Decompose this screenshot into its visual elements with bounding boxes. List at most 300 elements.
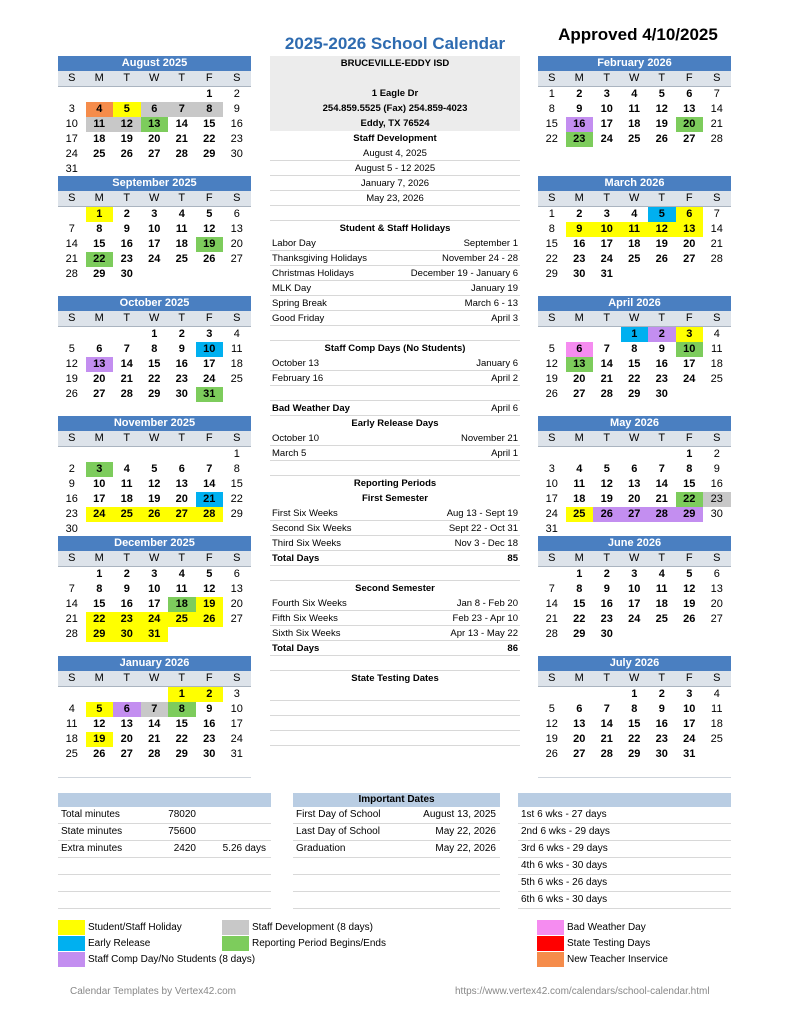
- day-cell: 9: [603, 583, 610, 595]
- day-cell: 28: [120, 388, 133, 400]
- day-cell: 6: [96, 343, 103, 355]
- weekday-label: M: [86, 71, 114, 86]
- day-cell: 12: [203, 223, 216, 235]
- legend-swatch: [537, 952, 564, 967]
- day-cell: 23: [655, 733, 668, 745]
- day-cell: 20: [683, 238, 696, 250]
- day-cell: 29: [175, 748, 188, 760]
- day-cell: 1: [206, 88, 213, 100]
- day-cell: 16: [566, 117, 594, 132]
- day-cell: [141, 162, 169, 177]
- info-label: Fourth Six Weeks: [272, 598, 347, 609]
- info-value: April 6: [491, 403, 518, 414]
- day-cell: [58, 567, 86, 582]
- day-cell: 24: [600, 253, 613, 265]
- footer-url[interactable]: https://www.vertex42.com/calendars/school-calendar.html: [455, 986, 710, 997]
- day-cell: 16: [710, 478, 723, 490]
- day-cell: 14: [545, 598, 558, 610]
- day-cell: [621, 402, 649, 417]
- day-cell: [621, 147, 649, 162]
- day-cell: 1: [233, 448, 240, 460]
- info-value: September 1: [463, 238, 518, 249]
- day-cell: 17: [93, 493, 106, 505]
- weekday-label: S: [703, 191, 731, 206]
- day-cell: 31: [545, 523, 558, 535]
- legend-swatch: [58, 920, 85, 935]
- day-cell: 27: [683, 253, 696, 265]
- day-cell: 7: [713, 88, 720, 100]
- day-cell: [141, 642, 169, 657]
- day-cell: 26: [593, 507, 621, 522]
- day-cell: [141, 87, 169, 102]
- info-row: [270, 251, 520, 266]
- day-cell: [86, 642, 114, 657]
- day-cell: 3: [631, 568, 638, 580]
- weekday-label: T: [593, 311, 621, 326]
- day-cell: 30: [710, 508, 723, 520]
- weekday-label: M: [566, 671, 594, 686]
- six-weeks-row: 1st 6 wks - 27 days: [518, 807, 731, 824]
- district-city: Eddy, TX 76524: [360, 118, 430, 129]
- day-cell: 11: [175, 583, 188, 595]
- day-cell: 17: [148, 598, 161, 610]
- day-cell: 4: [86, 102, 114, 117]
- day-cell: 25: [628, 253, 641, 265]
- day-cell: [538, 447, 566, 462]
- day-cell: 22: [676, 492, 704, 507]
- weekday-label: M: [86, 551, 114, 566]
- week-row: [58, 117, 251, 132]
- week-row: [58, 357, 251, 372]
- minutes-row: [58, 807, 271, 824]
- week-row: [538, 582, 731, 597]
- weekday-label: W: [621, 191, 649, 206]
- page-title: 2025-2026 School Calendar: [284, 34, 506, 53]
- day-cell: 12: [600, 478, 613, 490]
- day-cell: 30: [655, 388, 668, 400]
- legend-item: [222, 919, 373, 935]
- weekday-row: [58, 671, 251, 687]
- day-cell: 19: [86, 732, 114, 747]
- week-row: [58, 492, 251, 507]
- day-cell: 6: [233, 568, 240, 580]
- info-row: [270, 641, 520, 656]
- day-cell: 23: [203, 733, 216, 745]
- weekday-label: W: [141, 71, 169, 86]
- day-cell: 14: [175, 118, 188, 130]
- day-cell: 15: [573, 598, 586, 610]
- day-cell: 10: [683, 703, 696, 715]
- day-cell: 11: [86, 117, 114, 132]
- weekday-label: W: [621, 551, 649, 566]
- day-cell: [621, 522, 649, 537]
- weekday-label: T: [113, 71, 141, 86]
- week-row: [58, 447, 251, 462]
- day-cell: 17: [683, 358, 696, 370]
- info-blank-row: [270, 386, 520, 401]
- week-row: [58, 717, 251, 732]
- day-cell: 25: [655, 613, 668, 625]
- day-cell: 14: [65, 598, 78, 610]
- day-cell: [621, 162, 649, 177]
- info-blank-row: [270, 461, 520, 476]
- day-cell: 22: [545, 253, 558, 265]
- week-row: [538, 267, 731, 282]
- day-cell: 30: [203, 748, 216, 760]
- day-cell: 3: [603, 208, 610, 220]
- day-cell: 12: [203, 583, 216, 595]
- day-cell: 12: [545, 358, 558, 370]
- week-row: [58, 267, 251, 282]
- day-cell: 7: [168, 102, 196, 117]
- day-cell: 8: [631, 703, 638, 715]
- day-cell: 11: [621, 222, 649, 237]
- weekday-label: T: [593, 431, 621, 446]
- day-cell: 5: [548, 703, 555, 715]
- day-cell: 15: [203, 118, 216, 130]
- weekday-label: M: [86, 311, 114, 326]
- day-cell: [196, 762, 224, 777]
- week-row: [538, 207, 731, 222]
- day-cell: [58, 87, 86, 102]
- day-cell: [196, 162, 224, 177]
- day-cell: 14: [148, 718, 161, 730]
- day-cell: 26: [655, 253, 668, 265]
- week-row: [538, 462, 731, 477]
- day-cell: 19: [65, 373, 78, 385]
- week-row: [58, 342, 251, 357]
- day-cell: [676, 402, 704, 417]
- day-cell: 29: [676, 507, 704, 522]
- day-cell: [676, 642, 704, 657]
- info-rows: [270, 131, 520, 746]
- week-row: [58, 687, 251, 702]
- day-cell: 13: [230, 223, 243, 235]
- day-cell: 13: [676, 222, 704, 237]
- week-row: [58, 222, 251, 237]
- month-june-2026: [538, 536, 731, 658]
- important-date-label: Graduation: [296, 843, 346, 854]
- weekday-label: F: [196, 551, 224, 566]
- important-date-row: [293, 841, 500, 858]
- day-cell: [168, 447, 196, 462]
- day-cell: [58, 762, 86, 777]
- day-cell: 17: [148, 238, 161, 250]
- day-cell: 14: [65, 238, 78, 250]
- info-section-heading: Reporting Periods: [353, 478, 437, 489]
- day-cell: 21: [600, 733, 613, 745]
- day-cell: 15: [148, 358, 161, 370]
- six-weeks-row: 5th 6 wks - 26 days: [518, 875, 731, 892]
- day-cell: 16: [65, 493, 78, 505]
- day-cell: [113, 402, 141, 417]
- week-row: [58, 252, 251, 267]
- week-row: [58, 207, 251, 222]
- day-cell: 25: [710, 373, 723, 385]
- day-cell: 15: [93, 598, 106, 610]
- day-cell: 25: [168, 612, 196, 627]
- day-cell: 6: [113, 702, 141, 717]
- day-cell: [113, 162, 141, 177]
- weekday-label: T: [113, 191, 141, 206]
- day-cell: 7: [123, 343, 130, 355]
- week-row: [538, 342, 731, 357]
- day-cell: 22: [628, 373, 641, 385]
- info-label: Good Friday: [272, 313, 325, 324]
- month-header: November 2025: [58, 416, 251, 431]
- day-cell: 14: [600, 718, 613, 730]
- day-cell: 1: [686, 448, 693, 460]
- footer-credit[interactable]: Calendar Templates by Vertex42.com: [70, 986, 237, 997]
- day-cell: [223, 627, 251, 642]
- day-cell: 25: [566, 507, 594, 522]
- day-cell: [58, 642, 86, 657]
- day-cell: [593, 147, 621, 162]
- day-cell: 24: [141, 612, 169, 627]
- info-value: Feb 23 - Apr 10: [452, 613, 518, 624]
- day-cell: 9: [658, 703, 665, 715]
- info-value: April 3: [491, 313, 518, 324]
- info-section-heading: State Testing Dates: [351, 673, 439, 684]
- day-cell: 10: [593, 222, 621, 237]
- day-cell: 9: [233, 103, 240, 115]
- week-row: [538, 252, 731, 267]
- day-cell: 14: [710, 103, 723, 115]
- important-date-row: [293, 807, 500, 824]
- day-cell: 25: [65, 748, 78, 760]
- weekday-label: T: [168, 551, 196, 566]
- week-row: [58, 582, 251, 597]
- day-cell: [593, 642, 621, 657]
- info-value: 85: [507, 553, 518, 564]
- day-cell: [223, 522, 251, 537]
- weekday-label: S: [703, 551, 731, 566]
- day-cell: [58, 402, 86, 417]
- day-cell: 31: [683, 748, 696, 760]
- minutes-extra: 5.26 days: [222, 843, 266, 854]
- day-cell: 11: [120, 478, 133, 490]
- day-cell: [593, 522, 621, 537]
- legend-swatch: [58, 936, 85, 951]
- day-cell: 28: [175, 148, 188, 160]
- day-cell: [86, 327, 114, 342]
- day-cell: 21: [65, 253, 78, 265]
- info-value: January 19: [470, 283, 518, 294]
- day-cell: 18: [65, 733, 78, 745]
- legend-label: New Teacher Inservice: [567, 953, 668, 965]
- day-cell: 7: [603, 703, 610, 715]
- day-cell: 4: [631, 88, 638, 100]
- weekday-label: S: [58, 671, 86, 686]
- info-value: Aug 13 - Sept 19: [446, 508, 518, 519]
- day-cell: 24: [230, 733, 243, 745]
- day-cell: [621, 642, 649, 657]
- day-cell: 13: [710, 583, 723, 595]
- day-cell: 26: [120, 148, 133, 160]
- day-cell: 12: [545, 718, 558, 730]
- day-cell: 26: [545, 748, 558, 760]
- day-cell: [113, 522, 141, 537]
- day-cell: 30: [573, 268, 586, 280]
- day-cell: 7: [206, 463, 213, 475]
- day-cell: 22: [545, 133, 558, 145]
- day-cell: 3: [151, 208, 158, 220]
- day-cell: [648, 762, 676, 777]
- day-cell: [593, 762, 621, 777]
- day-cell: [196, 522, 224, 537]
- day-cell: 12: [65, 358, 78, 370]
- weekday-label: S: [58, 431, 86, 446]
- weekday-label: S: [703, 311, 731, 326]
- week-row: [538, 237, 731, 252]
- day-cell: 26: [683, 613, 696, 625]
- day-cell: 22: [175, 733, 188, 745]
- day-cell: 13: [628, 478, 641, 490]
- week-row: [538, 132, 731, 147]
- weekday-label: T: [648, 551, 676, 566]
- day-cell: [566, 162, 594, 177]
- day-cell: 2: [196, 687, 224, 702]
- day-cell: 23: [65, 508, 78, 520]
- weekday-label: M: [566, 551, 594, 566]
- week-row: [538, 387, 731, 402]
- day-cell: 20: [230, 238, 243, 250]
- info-blank-row: [270, 656, 520, 671]
- day-cell: [58, 687, 86, 702]
- weekday-label: S: [223, 71, 251, 86]
- day-cell: 8: [196, 102, 224, 117]
- month-header: September 2025: [58, 176, 251, 191]
- important-dates-table: [293, 793, 500, 909]
- day-cell: [538, 762, 566, 777]
- day-cell: 2: [233, 88, 240, 100]
- info-label: Spring Break: [272, 298, 327, 309]
- month-october-2025: [58, 296, 251, 418]
- info-value: Apr 13 - May 22: [450, 628, 518, 639]
- day-cell: 6: [713, 568, 720, 580]
- day-cell: 10: [628, 583, 641, 595]
- info-row: [270, 506, 520, 521]
- day-cell: 4: [233, 328, 240, 340]
- day-cell: 10: [148, 223, 161, 235]
- day-cell: 11: [66, 718, 78, 730]
- day-cell: [566, 687, 594, 702]
- weekday-label: F: [676, 71, 704, 86]
- day-cell: 14: [710, 223, 723, 235]
- district-box: [270, 56, 520, 131]
- month-header: October 2025: [58, 296, 251, 311]
- weekday-row: [538, 551, 731, 567]
- info-value: Sept 22 - Oct 31: [448, 523, 518, 534]
- day-cell: 27: [683, 133, 696, 145]
- day-cell: 12: [683, 583, 696, 595]
- day-cell: [648, 447, 676, 462]
- day-cell: 15: [628, 358, 641, 370]
- minutes-value: 78020: [168, 809, 196, 820]
- info-row: [270, 596, 520, 611]
- day-cell: 8: [548, 223, 555, 235]
- minutes-label: Total minutes: [61, 809, 120, 820]
- day-cell: 5: [658, 88, 665, 100]
- day-cell: 31: [65, 163, 78, 175]
- weekday-label: S: [538, 431, 566, 446]
- day-cell: 22: [230, 493, 243, 505]
- day-cell: 22: [573, 613, 586, 625]
- week-row: [538, 567, 731, 582]
- weekday-label: T: [593, 671, 621, 686]
- day-cell: [58, 282, 86, 297]
- day-cell: [58, 447, 86, 462]
- day-cell: 19: [600, 493, 613, 505]
- day-cell: [113, 642, 141, 657]
- day-cell: 17: [683, 718, 696, 730]
- six-weeks-row: 4th 6 wks - 30 days: [518, 858, 731, 875]
- day-cell: 6: [566, 342, 594, 357]
- day-cell: 8: [96, 583, 103, 595]
- info-blank-row: [270, 206, 520, 221]
- day-cell: 27: [230, 253, 243, 265]
- day-cell: 15: [175, 718, 188, 730]
- info-label: October 10: [272, 433, 319, 444]
- day-cell: [593, 402, 621, 417]
- minutes-value: 2420: [173, 843, 196, 854]
- day-cell: [538, 282, 566, 297]
- week-row: [538, 762, 731, 778]
- important-blank-row: [293, 875, 500, 892]
- six-weeks-row: 6th 6 wks - 30 days: [518, 892, 731, 909]
- info-value: April 1: [491, 448, 518, 459]
- day-cell: [113, 762, 141, 777]
- day-cell: 15: [545, 238, 558, 250]
- day-cell: 29: [628, 748, 641, 760]
- day-cell: [168, 282, 196, 297]
- day-cell: 2: [648, 327, 676, 342]
- day-cell: 29: [148, 388, 161, 400]
- week-row: [58, 732, 251, 747]
- day-cell: 13: [683, 103, 696, 115]
- day-cell: [141, 447, 169, 462]
- day-cell: [168, 762, 196, 777]
- day-cell: [141, 687, 169, 702]
- day-cell: 17: [628, 598, 641, 610]
- important-date-label: First Day of School: [296, 809, 381, 820]
- day-cell: [196, 282, 224, 297]
- day-cell: [196, 267, 224, 282]
- info-row: [270, 266, 520, 281]
- weekday-label: T: [648, 431, 676, 446]
- day-cell: 17: [600, 238, 613, 250]
- day-cell: [223, 162, 251, 177]
- weekday-label: F: [676, 431, 704, 446]
- weekday-label: S: [223, 191, 251, 206]
- day-cell: [168, 522, 196, 537]
- week-row: [538, 87, 731, 102]
- week-row: [538, 477, 731, 492]
- day-cell: 6: [233, 208, 240, 220]
- day-cell: 8: [548, 103, 555, 115]
- month-december-2025: [58, 536, 251, 658]
- day-cell: 22: [628, 733, 641, 745]
- week-row: [538, 117, 731, 132]
- week-row: [538, 447, 731, 462]
- week-row: [538, 357, 731, 372]
- info-blank-row: [270, 716, 520, 731]
- info-value: Nov 3 - Dec 18: [454, 538, 518, 549]
- day-cell: [196, 642, 224, 657]
- day-cell: [538, 147, 566, 162]
- weekday-row: [58, 311, 251, 327]
- weekday-label: T: [113, 671, 141, 686]
